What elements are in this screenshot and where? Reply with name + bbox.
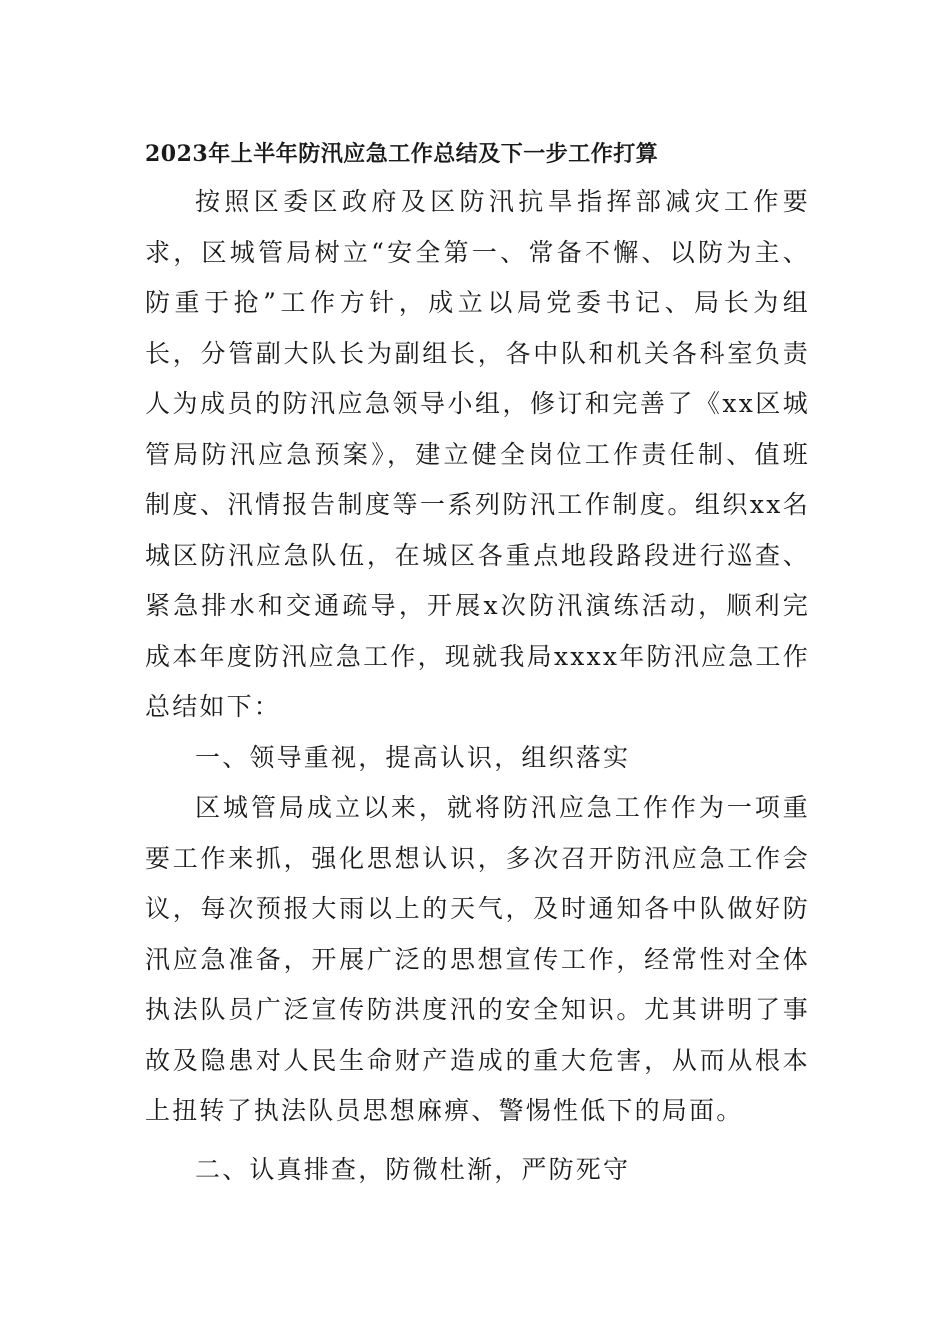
document-title: 2023年上半年防汛应急工作总结及下一步工作打算 [145, 141, 659, 167]
intro-paragraph: 按照区委区政府及区防汛抗旱指挥部减灾工作要求，区城管局树立“安全第一、常备不懈、以防为主、防重于抢”工作方针，成立以局党委书记、局长为组长，分管副大队长为副组长，各中队和机关各科室负责人为成员的防汛应急领导小组，修订和完善了《xx区城管局防汛应急预案》，建立健全岗位工作责任制、值班制度、汛情报告制度等一系列防汛工作制度。组织xx名城区防汛应急队伍，在城区各重点地段路段进行巡查、紧急排水和交通疏导，开展x次防汛演练活动，顺利完成本年度防汛应急工作，现就我局xxxx年防汛应急工作总结如下： [145, 187, 810, 721]
document-page [145, 135, 810, 1195]
section-1-heading: 一、领导重视，提高认识，组织落实 [195, 742, 631, 772]
section-1-paragraph: 区城管局成立以来，就将防汛应急工作作为一项重要工作来抓，强化思想认识，多次召开防汛应急工作会议，每次预报大雨以上的天气，及时通知各中队做好防汛应急准备，开展广泛的思想宣传工作，经常性对全体执法队员广泛宣传防洪度汛的安全知识。尤其讲明了事故及隐患对人民生命财产造成的重大危害，从而从根本上扭转了执法队员思想麻痹、警惕性低下的局面。 [145, 793, 810, 1125]
section-2-heading: 二、认真排查，防微杜渐，严防死守 [195, 1154, 631, 1184]
